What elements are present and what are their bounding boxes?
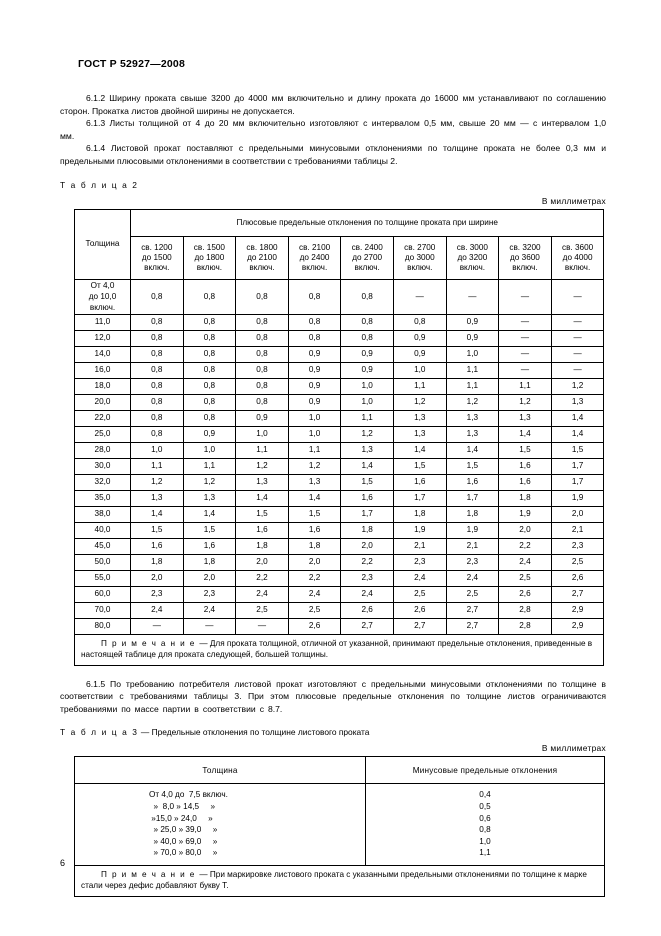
table2-cell: 1,3 <box>446 426 499 442</box>
table2-cell: 2,6 <box>499 586 552 602</box>
table3-col-header-thickness: Толщина <box>75 757 366 784</box>
table2-cell: 2,3 <box>551 538 604 554</box>
table2-header-row-2 <box>75 236 604 279</box>
table2-cell: 0,8 <box>236 362 289 378</box>
table2-header-row-1 <box>75 209 604 236</box>
table2-cell: 1,8 <box>341 522 394 538</box>
table3-foot <box>75 865 605 896</box>
table3-col-header-deviation: Минусовые предельные отклонения <box>366 757 605 784</box>
table2-cell: 1,4 <box>446 442 499 458</box>
table2-cell: 0,8 <box>131 378 184 394</box>
table2-cell: 0,9 <box>341 346 394 362</box>
table-row <box>75 474 604 490</box>
table2-row-label: 35,0 <box>75 490 131 506</box>
table2-cell: 0,9 <box>183 426 236 442</box>
table-row <box>75 458 604 474</box>
table2-cell: 1,8 <box>183 554 236 570</box>
table-row <box>75 346 604 362</box>
table2-row-label: 80,0 <box>75 618 131 634</box>
table-row <box>75 394 604 410</box>
table-row <box>75 570 604 586</box>
table2-cell: 1,3 <box>446 410 499 426</box>
table2-note-label: П р и м е ч а н и е <box>101 638 200 648</box>
table2-cell: 2,4 <box>288 586 341 602</box>
table2-cell: 1,9 <box>551 490 604 506</box>
table2-body <box>75 279 604 634</box>
table3-body <box>75 784 605 866</box>
table2-cell: 1,9 <box>393 522 446 538</box>
table-row <box>75 410 604 426</box>
table2-cell: 1,4 <box>341 458 394 474</box>
table2-cell: 1,1 <box>341 410 394 426</box>
table3-thickness-item: » 70,0 » 80,0 » <box>149 848 218 858</box>
table2-cell: 1,2 <box>288 458 341 474</box>
table2-cell: 1,7 <box>551 474 604 490</box>
table2-cell: 2,5 <box>288 602 341 618</box>
page-number: 6 <box>60 858 66 868</box>
table2-col-header-7: св. 3000 до 3200 включ. <box>446 236 499 279</box>
table2-cell: 2,5 <box>446 586 499 602</box>
table2-row-label: 30,0 <box>75 458 131 474</box>
table2-cell: 0,9 <box>288 362 341 378</box>
table2-cell: 2,2 <box>288 570 341 586</box>
table3-thickness-list <box>149 789 324 859</box>
table2-cell: 2,0 <box>236 554 289 570</box>
table2-cell: 0,9 <box>446 314 499 330</box>
table2-row-label: 40,0 <box>75 522 131 538</box>
table2-cell: 1,1 <box>183 458 236 474</box>
table-row <box>75 490 604 506</box>
table2-cell: 2,0 <box>341 538 394 554</box>
table2-cell: 0,8 <box>288 314 341 330</box>
table2-foot <box>75 634 604 665</box>
table2-cell: 0,8 <box>288 330 341 346</box>
table2-cell: 0,9 <box>341 362 394 378</box>
table2-cell: 1,2 <box>499 394 552 410</box>
table2-row-label: 55,0 <box>75 570 131 586</box>
table2-caption <box>60 180 606 190</box>
table2-cell: 0,8 <box>236 314 289 330</box>
table2-cell: 2,3 <box>183 586 236 602</box>
table2-cell: 2,2 <box>341 554 394 570</box>
table2-cell: 1,5 <box>446 458 499 474</box>
table2-cell: 1,5 <box>551 442 604 458</box>
table2-row-header: Толщина <box>75 209 131 279</box>
table2-note <box>75 634 604 665</box>
table2-cell: 2,5 <box>499 570 552 586</box>
table-row <box>75 426 604 442</box>
table3-deviation-list <box>366 789 604 859</box>
table2-head <box>75 209 604 279</box>
table2-cell: 0,8 <box>183 346 236 362</box>
table2-cell: 0,9 <box>393 346 446 362</box>
table2-cell: 1,7 <box>551 458 604 474</box>
table2-units: В миллиметрах <box>541 195 606 206</box>
table2-cell: 0,8 <box>341 279 394 314</box>
table2-cell: 0,8 <box>183 378 236 394</box>
table2-cell: — <box>551 279 604 314</box>
table2-cell: 1,4 <box>183 506 236 522</box>
table2-cell: 0,8 <box>288 279 341 314</box>
table2-cell: 0,8 <box>183 279 236 314</box>
table2-cell: 2,5 <box>551 554 604 570</box>
table2-cell: 1,0 <box>236 426 289 442</box>
table-row <box>75 442 604 458</box>
table3-note-label: П р и м е ч а н и е <box>101 869 200 879</box>
table3-row <box>75 784 605 866</box>
table2-cell: 1,3 <box>393 426 446 442</box>
table2-row-label: 60,0 <box>75 586 131 602</box>
table2-row-label: 14,0 <box>75 346 131 362</box>
table2-cell: 0,9 <box>393 330 446 346</box>
table2-cell: — <box>131 618 184 634</box>
table3-thickness-item: От 4,0 до 7,5 включ. <box>149 790 228 800</box>
table2-row-label: 25,0 <box>75 426 131 442</box>
table2-cell: 2,3 <box>446 554 499 570</box>
table3-note-row <box>75 865 605 896</box>
table2-row-label: 45,0 <box>75 538 131 554</box>
table2-cell: 1,5 <box>341 474 394 490</box>
table2-cell: 1,0 <box>131 442 184 458</box>
table2-group-header: Плюсовые предельные отклонения по толщине проката при ширине <box>131 209 604 236</box>
paragraph-6-1-3: 6.1.3 Листы толщиной от 4 до 20 мм включительно изготовляют с интервалом 0,5 мм, свыше 20 мм — с интервалом 1,0 мм. <box>60 118 606 141</box>
document-header: ГОСТ Р 52927—2008 <box>78 58 186 70</box>
table2-cell: 1,6 <box>183 538 236 554</box>
table2-cell: 0,8 <box>341 330 394 346</box>
table-row <box>75 586 604 602</box>
table2-cell: 0,9 <box>446 330 499 346</box>
table2-cell: — <box>551 362 604 378</box>
table2-cell: 1,2 <box>236 458 289 474</box>
table2-cell: 2,8 <box>499 602 552 618</box>
table2-cell: 1,7 <box>446 490 499 506</box>
table2-cell: 1,4 <box>551 426 604 442</box>
table2-cell: 2,6 <box>288 618 341 634</box>
table2-cell: — <box>393 279 446 314</box>
table2-row-label: 50,0 <box>75 554 131 570</box>
table2-cell: 1,1 <box>499 378 552 394</box>
table2-cell: 1,6 <box>499 474 552 490</box>
table2-cell: 2,2 <box>499 538 552 554</box>
table3-thickness-item: »15,0 » 24,0 » <box>149 813 213 823</box>
table2-cell: 2,6 <box>341 602 394 618</box>
table2-col-header-1: св. 1200 до 1500 включ. <box>131 236 184 279</box>
table3-header-row <box>75 757 605 784</box>
table2-cell: 1,1 <box>446 378 499 394</box>
table-row <box>75 330 604 346</box>
table2-cell: — <box>499 346 552 362</box>
table2-col-header-2: св. 1500 до 1800 включ. <box>183 236 236 279</box>
table2-cell: 0,9 <box>236 410 289 426</box>
table2-cell: 1,2 <box>341 426 394 442</box>
paragraph-6-1-4: 6.1.4 Листовой прокат поставляют с предельными минусовыми отклонениями по толщине проката не более 0,3 мм и предельными плюсовыми отклонениями в соответствии с требованиями таблицы 2. <box>60 143 606 166</box>
table2-cell: 1,5 <box>499 442 552 458</box>
table2-cell: 1,5 <box>131 522 184 538</box>
table3-caption <box>60 727 606 737</box>
table2-col-header-5: св. 2400 до 2700 включ. <box>341 236 394 279</box>
table2-cell: 0,8 <box>131 346 184 362</box>
table2-cell: 0,9 <box>288 394 341 410</box>
table-row <box>75 314 604 330</box>
table2-cell: 1,8 <box>446 506 499 522</box>
table2-cell: 0,8 <box>236 394 289 410</box>
table2-cell: 0,9 <box>288 346 341 362</box>
table3-deviation-item: 0,5 <box>479 801 491 811</box>
table2-cell: 0,8 <box>131 314 184 330</box>
table2-cell: 2,3 <box>131 586 184 602</box>
table2-col-header-3: св. 1800 до 2100 включ. <box>236 236 289 279</box>
table2-cell: 2,3 <box>341 570 394 586</box>
table2-cell: 0,8 <box>393 314 446 330</box>
table2-cell: 1,3 <box>393 410 446 426</box>
table3-thickness-item: » 25,0 » 39,0 » <box>149 825 218 835</box>
table2-cell: — <box>551 346 604 362</box>
table2-col-header-9: св. 3600 до 4000 включ. <box>551 236 604 279</box>
paragraph-6-1-2: 6.1.2 Ширину проката свыше 3200 до 4000 мм включительно и длину проката до 16000 мм устанавливают по соглашению сторон. Прокатка листов двойной ширины не допускается. <box>60 93 606 116</box>
table2-cell: 1,8 <box>236 538 289 554</box>
table2-cell: 0,8 <box>183 330 236 346</box>
table2-cell: 1,3 <box>236 474 289 490</box>
table-row <box>75 279 604 314</box>
table2-cell: 1,0 <box>446 346 499 362</box>
table2-cell: — <box>551 314 604 330</box>
table-row <box>75 602 604 618</box>
table2-cell: 2,2 <box>236 570 289 586</box>
table2-row-label: 11,0 <box>75 314 131 330</box>
table2-cell: 1,5 <box>183 522 236 538</box>
table2-cell: — <box>446 279 499 314</box>
table2-cell: 1,3 <box>341 442 394 458</box>
table2-cell: 1,1 <box>131 458 184 474</box>
table2-cell: 0,8 <box>131 279 184 314</box>
table3-caption-text: — Предельные отклонения по толщине листового проката <box>138 727 370 738</box>
table2-cell: 2,7 <box>551 586 604 602</box>
table3-deviation-item: 1,0 <box>479 836 491 846</box>
table-row <box>75 554 604 570</box>
table2-cell: 1,2 <box>183 474 236 490</box>
table2-cell: 1,6 <box>446 474 499 490</box>
table2-cell: 1,6 <box>288 522 341 538</box>
table2-cell: 0,8 <box>236 346 289 362</box>
table2-cell: 2,1 <box>446 538 499 554</box>
table-row <box>75 538 604 554</box>
table2-cell: 1,3 <box>499 410 552 426</box>
table2-cell: 1,2 <box>551 378 604 394</box>
table2-cell: 2,4 <box>236 586 289 602</box>
table2-row-label: 20,0 <box>75 394 131 410</box>
table2-row-label: 12,0 <box>75 330 131 346</box>
table2-cell: 1,0 <box>288 410 341 426</box>
table-row <box>75 522 604 538</box>
table2-row-label: 18,0 <box>75 378 131 394</box>
table2-row-label: 22,0 <box>75 410 131 426</box>
table2-cell: 1,3 <box>288 474 341 490</box>
table2-cell: 0,8 <box>183 362 236 378</box>
table2-cell: 2,4 <box>341 586 394 602</box>
table3-head <box>75 757 605 784</box>
table2-cell: 1,2 <box>131 474 184 490</box>
table2-cell: — <box>499 362 552 378</box>
table2-cell: 2,6 <box>393 602 446 618</box>
table2-cell: 1,5 <box>236 506 289 522</box>
table2-cell: 1,1 <box>288 442 341 458</box>
table2-cell: 1,4 <box>131 506 184 522</box>
table2-cell: 1,1 <box>446 362 499 378</box>
table-row <box>75 362 604 378</box>
table2-cell: 2,0 <box>131 570 184 586</box>
table2-cell: 2,5 <box>236 602 289 618</box>
table2-cell: 1,2 <box>393 394 446 410</box>
table2-row-label: 70,0 <box>75 602 131 618</box>
table2-cell: 0,8 <box>236 330 289 346</box>
table2-cell: — <box>499 330 552 346</box>
table3-thickness-cell <box>75 784 366 866</box>
table2-cell: 1,2 <box>446 394 499 410</box>
table2-cell: 1,9 <box>499 506 552 522</box>
table3-thickness-item: » 8,0 » 14,5 » <box>149 801 215 811</box>
table2-cell: 0,8 <box>131 362 184 378</box>
table2-cell: 0,8 <box>183 394 236 410</box>
table2-row-label: 38,0 <box>75 506 131 522</box>
table2-cell: 2,4 <box>131 602 184 618</box>
table2-cell: 1,4 <box>236 490 289 506</box>
table2-cell: 2,1 <box>551 522 604 538</box>
table2-col-header-6: св. 2700 до 3000 включ. <box>393 236 446 279</box>
table2-cell: 2,1 <box>393 538 446 554</box>
table2-cell: 1,0 <box>288 426 341 442</box>
table2-cell: — <box>551 330 604 346</box>
table2-cell: — <box>183 618 236 634</box>
table3-note <box>75 865 605 896</box>
table2-cell: 2,5 <box>393 586 446 602</box>
table2-cell: 1,9 <box>446 522 499 538</box>
table2-cell: 0,8 <box>236 378 289 394</box>
table2-cell: 1,6 <box>341 490 394 506</box>
table3-thickness-item: » 40,0 » 69,0 » <box>149 836 218 846</box>
table2-cell: 1,4 <box>393 442 446 458</box>
table2-cell: 0,9 <box>288 378 341 394</box>
table2-note-text: — Для проката толщиной, отличной от указанной, принимают предельные отклонения, приведенные в настоящей таблице для проката следующей, большей толщины. <box>81 638 593 660</box>
table2-cell: 2,9 <box>551 602 604 618</box>
table2-cell: 2,4 <box>393 570 446 586</box>
table2-row-label: 16,0 <box>75 362 131 378</box>
table2-cell: 1,0 <box>183 442 236 458</box>
table2-cell: 2,4 <box>499 554 552 570</box>
table2-cell: 0,8 <box>131 410 184 426</box>
table2-col-header-4: св. 2100 до 2400 включ. <box>288 236 341 279</box>
table2-cell: 1,6 <box>393 474 446 490</box>
table3-deviation-item: 0,4 <box>479 790 491 800</box>
table2-cell: — <box>499 314 552 330</box>
table2-cell: 2,7 <box>446 602 499 618</box>
table3-deviation-item: 1,1 <box>479 848 491 858</box>
table2-cell: — <box>236 618 289 634</box>
table2-cell: 1,6 <box>499 458 552 474</box>
table2-cell: 1,0 <box>341 378 394 394</box>
table2-cell: 2,6 <box>551 570 604 586</box>
table2-cell: 2,0 <box>499 522 552 538</box>
table3-deviation-cell <box>366 784 605 866</box>
table2-row-label: 28,0 <box>75 442 131 458</box>
table2-cell: 1,4 <box>288 490 341 506</box>
table3-deviation-item: 0,8 <box>479 825 491 835</box>
table2-cell: 1,3 <box>131 490 184 506</box>
table2-cell: 0,8 <box>183 410 236 426</box>
table2-cell: 0,8 <box>131 426 184 442</box>
table2-cell: 0,8 <box>183 314 236 330</box>
table2-cell: 1,8 <box>499 490 552 506</box>
table2-cell: 1,7 <box>341 506 394 522</box>
page-content <box>60 58 606 897</box>
table-row <box>75 506 604 522</box>
table3-deviation-item: 0,6 <box>479 813 491 823</box>
table2-cell: 2,8 <box>499 618 552 634</box>
table2-cell: 0,8 <box>131 394 184 410</box>
table2-row-label: От 4,0 до 10,0 включ. <box>75 279 131 314</box>
table2 <box>74 209 604 666</box>
table2-cell: 2,7 <box>446 618 499 634</box>
table2-cell: 1,5 <box>393 458 446 474</box>
table2-cell: 0,8 <box>341 314 394 330</box>
table3 <box>74 756 605 897</box>
table2-cell: 0,8 <box>236 279 289 314</box>
table2-cell: 2,4 <box>446 570 499 586</box>
table-row <box>75 378 604 394</box>
table2-cell: — <box>499 279 552 314</box>
table2-cell: 1,6 <box>131 538 184 554</box>
table3-units: В миллиметрах <box>541 743 606 754</box>
table2-cell: 1,3 <box>183 490 236 506</box>
table2-cell: 1,0 <box>393 362 446 378</box>
paragraph-6-1-5: 6.1.5 По требованию потребителя листовой прокат изготовляют с предельными минусовыми отклонениями по толщине в соответствии с требованиями таблицы 3. При этом плюсовые предельные отклонения по толщине листов ограничиваются требованиями по массе партии в соответствии с 8.7. <box>60 678 606 714</box>
table2-cell: 0,8 <box>131 330 184 346</box>
table2-caption-label: Т а б л и ц а 2 <box>60 179 139 190</box>
table2-cell: 1,1 <box>393 378 446 394</box>
table2-cell: 1,3 <box>551 394 604 410</box>
table2-cell: 1,8 <box>288 538 341 554</box>
table2-cell: 2,0 <box>288 554 341 570</box>
table2-note-row <box>75 634 604 665</box>
table2-cell: 1,0 <box>341 394 394 410</box>
table2-cell: 1,8 <box>393 506 446 522</box>
table2-cell: 2,0 <box>551 506 604 522</box>
table3-note-text: — При маркировке листового проката с указанными предельными отклонениями по толщине к марке стали через дефис добавляют букву Т. <box>81 869 587 891</box>
table2-cell: 2,9 <box>551 618 604 634</box>
table2-row-label: 32,0 <box>75 474 131 490</box>
table2-cell: 1,8 <box>131 554 184 570</box>
table2-cell: 2,0 <box>183 570 236 586</box>
table2-cell: 2,7 <box>341 618 394 634</box>
table3-caption-label: Т а б л и ц а 3 <box>60 727 139 738</box>
table2-cell: 1,4 <box>551 410 604 426</box>
table2-cell: 2,3 <box>393 554 446 570</box>
table2-cell: 1,6 <box>236 522 289 538</box>
table2-col-header-8: св. 3200 до 3600 включ. <box>499 236 552 279</box>
table2-cell: 1,1 <box>236 442 289 458</box>
table2-cell: 1,7 <box>393 490 446 506</box>
table2-cell: 2,4 <box>183 602 236 618</box>
table2-cell: 1,5 <box>288 506 341 522</box>
table-row <box>75 618 604 634</box>
table2-cell: 1,4 <box>499 426 552 442</box>
table2-cell: 2,7 <box>393 618 446 634</box>
